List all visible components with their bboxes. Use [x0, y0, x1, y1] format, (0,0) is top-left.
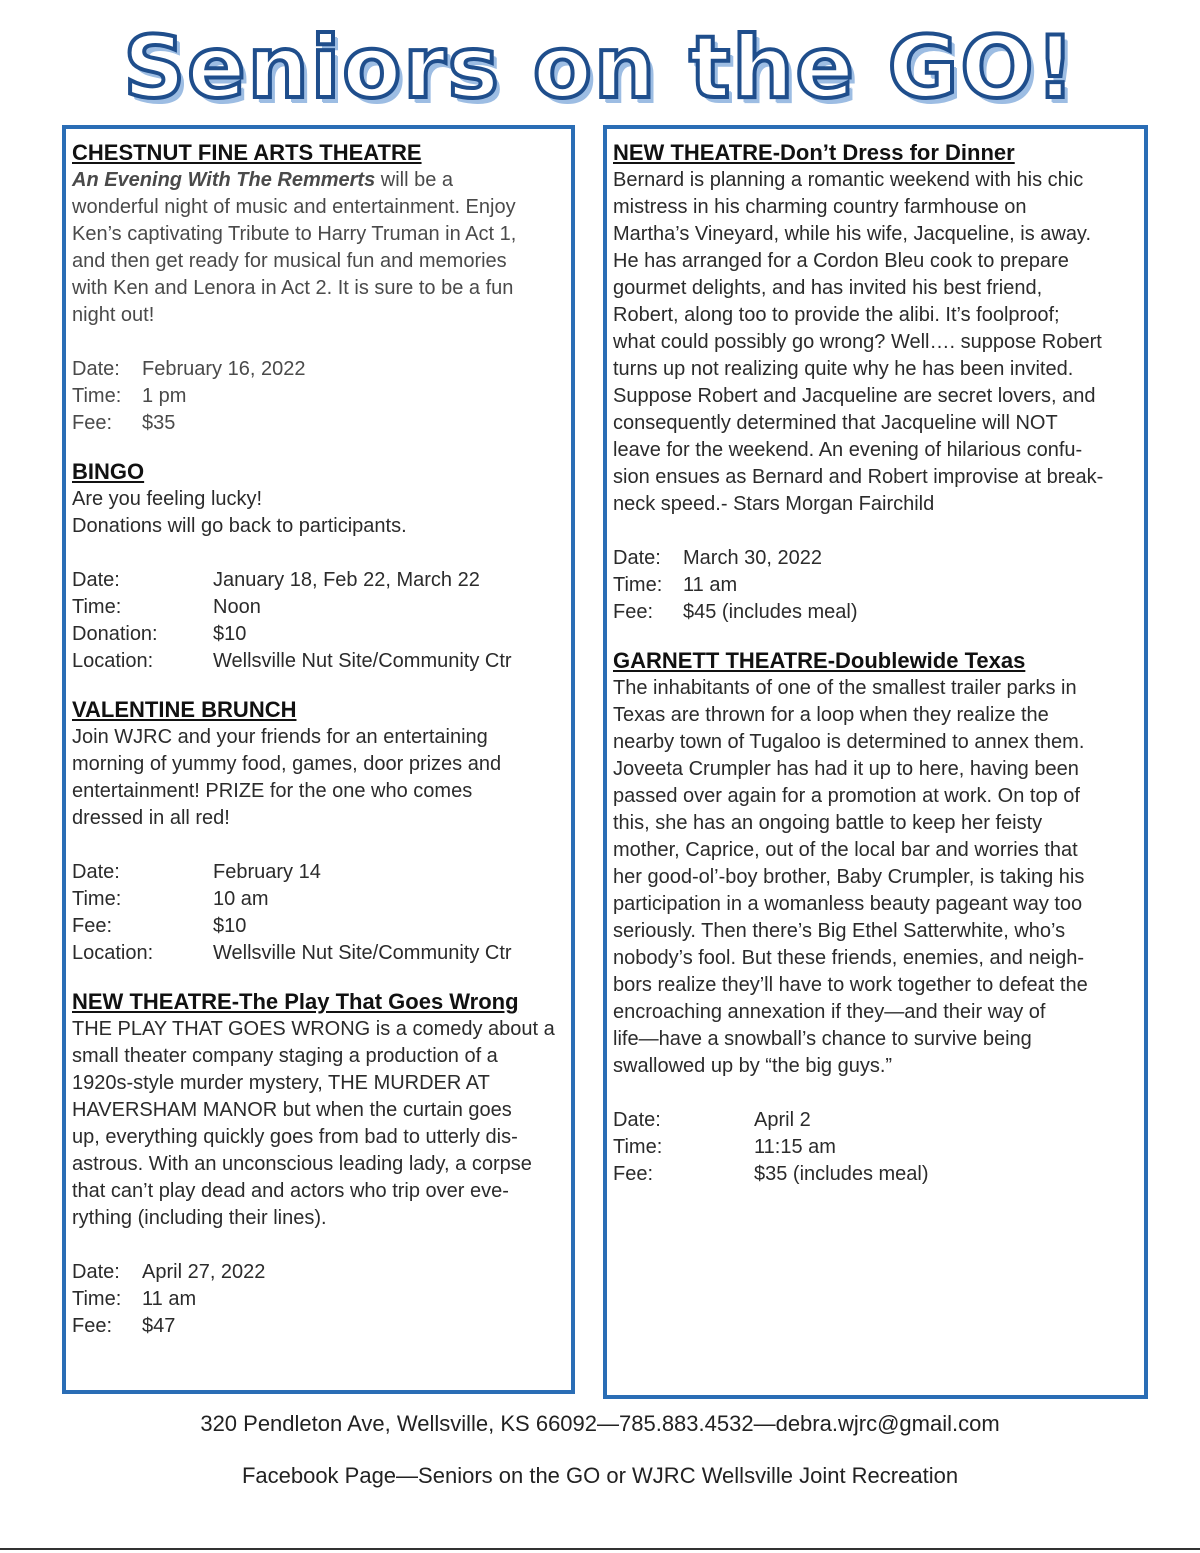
description-line: Martha’s Vineyard, while his wife, Jacqueline, is away.	[613, 223, 1092, 245]
detail-row-fee: Fee: $47	[72, 1315, 176, 1337]
description-line: mistress in his charming country farmhouse on	[613, 196, 1027, 218]
description-line: swallowed up by “the big guys.”	[613, 1055, 893, 1077]
left-column-box	[62, 125, 575, 1394]
description-line: Texas are thrown for a loop when they realize the	[613, 704, 1049, 726]
description-line: 1920s-style murder mystery, THE MURDER AT	[72, 1072, 490, 1094]
bingo-section	[72, 458, 565, 675]
detail-row-date: Date: April 27, 2022	[72, 1261, 266, 1283]
description-line: Ken’s captivating Tribute to Harry Truman in Act 1,	[72, 223, 517, 245]
detail-row-fee: Fee: $35	[72, 412, 176, 434]
detail-row-time: Time: 11:15 am	[613, 1136, 836, 1158]
description-line: rything (including their lines).	[72, 1207, 327, 1229]
detail-row-fee: Fee: $45 (includes meal)	[613, 601, 858, 623]
bottom-divider	[0, 1548, 1200, 1550]
description-line: sion ensues as Bernard and Robert improvise at break-	[613, 466, 1104, 488]
description-line: dressed in all red!	[72, 807, 230, 829]
section-heading: NEW THEATRE-Don’t Dress for Dinner	[613, 140, 1015, 165]
chestnut-section	[72, 139, 565, 437]
event-title-italic: An Evening With The Remmerts	[72, 169, 376, 191]
description-line: The inhabitants of one of the smallest trailer parks in	[613, 677, 1077, 699]
description-line: Suppose Robert and Jacqueline are secret lovers, and	[613, 385, 1096, 407]
description-line: Are you feeling lucky!	[72, 488, 263, 510]
description-line: HAVERSHAM MANOR but when the curtain goes	[72, 1099, 512, 1121]
detail-row-location: Location: Wellsville Nut Site/Community Ctr	[72, 650, 512, 672]
description-line: participation in a womanless beauty pageant way too	[613, 893, 1083, 915]
description-line: astrous. With an unconscious leading lady, a corpse	[72, 1153, 532, 1175]
detail-row-time: Time: 11 am	[72, 1288, 197, 1310]
description-line: wonderful night of music and entertainment. Enjoy	[72, 196, 516, 218]
description-line: her good-ol’-boy brother, Baby Crumpler, is taking his	[613, 866, 1085, 888]
play-wrong-section	[72, 988, 565, 1340]
detail-row-date: Date: April 2	[613, 1109, 811, 1131]
detail-row-fee: Fee: $10	[72, 915, 247, 937]
detail-row-time: Time: Noon	[72, 596, 261, 618]
description-line: Join WJRC and your friends for an entertaining	[72, 726, 488, 748]
section-heading: BINGO	[72, 459, 145, 484]
description-line: mother, Caprice, out of the local bar and worries that	[613, 839, 1078, 861]
description-line: with Ken and Lenora in Act 2. It is sure to be a fun	[72, 277, 514, 299]
garnett-section	[613, 647, 1138, 1188]
description-line: that can’t play dead and actors who trip over eve-	[72, 1180, 509, 1202]
description-line: life—have a snowball’s chance to survive being	[613, 1028, 1032, 1050]
description-line: Donations will go back to participants.	[72, 515, 407, 537]
detail-row-date: Date: February 16, 2022	[72, 358, 306, 380]
description-line: An Evening With The Remmerts will be a	[72, 169, 454, 191]
detail-row-time: Time: 11 am	[613, 574, 738, 596]
description-line: turns up not realizing quite why he has been invited.	[613, 358, 1074, 380]
contact-footer: 320 Pendleton Ave, Wellsville, KS 66092—785.883.4532—debra.wjrc@gmail.com	[200, 1411, 1000, 1436]
detail-row-time: Time: 1 pm	[72, 385, 187, 407]
description-line: neck speed.- Stars Morgan Fairchild	[613, 493, 935, 515]
facebook-footer: Facebook Page—Seniors on the GO or WJRC Wellsville Joint Recreation	[241, 1463, 959, 1488]
description-line: He has arranged for a Cordon Bleu cook to prepare	[613, 250, 1069, 272]
description-line: this, she has an ongoing battle to keep her feisty	[613, 812, 1043, 834]
detail-row-date: Date: March 30, 2022	[613, 547, 822, 569]
detail-row-time: Time: 10 am	[72, 888, 269, 910]
description-line: seriously. Then there’s Big Ethel Satterwhite, who’s	[613, 920, 1066, 942]
detail-row-location: Location: Wellsville Nut Site/Community Ctr	[72, 942, 512, 964]
description-line: entertainment! PRIZE for the one who comes	[72, 780, 473, 802]
detail-row-donation: Donation: $10	[72, 623, 247, 645]
section-heading: NEW THEATRE-The Play That Goes Wrong	[72, 989, 519, 1014]
description-line: up, everything quickly goes from bad to utterly dis-	[72, 1126, 518, 1148]
detail-row-date: Date: February 14	[72, 861, 321, 883]
description-line: morning of yummy food, games, door prizes and	[72, 753, 502, 775]
description-line: Bernard is planning a romantic weekend with his chic	[613, 169, 1084, 191]
banner-title: Seniors on the GO!	[123, 18, 1077, 118]
section-heading: VALENTINE BRUNCH	[72, 697, 297, 722]
description-line: Robert, along too to provide the alibi. It’s foolproof;	[613, 304, 1060, 326]
description-line: what could possibly go wrong? Well…. suppose Robert	[613, 331, 1102, 353]
description-line: nearby town of Tugaloo is determined to annex them.	[613, 731, 1085, 753]
description-line: nobody’s fool. But these friends, enemies, and neigh-	[613, 947, 1085, 969]
description-line: small theater company staging a production of a	[72, 1045, 498, 1067]
description-line: encroaching annexation if they—and their way of	[613, 1001, 1046, 1023]
description-line: leave for the weekend. An evening of hilarious confu-	[613, 439, 1083, 461]
detail-row-fee: Fee: $35 (includes meal)	[613, 1163, 929, 1185]
description-line: bors realize they’ll have to work together to defeat the	[613, 974, 1088, 996]
dinner-section	[613, 139, 1138, 626]
description-line: and then get ready for musical fun and memories	[72, 250, 507, 272]
description-line: Joveeta Crumpler has had it up to here, having been	[613, 758, 1079, 780]
description-line: gourmet delights, and has invited his best friend,	[613, 277, 1043, 299]
description-line: night out!	[72, 304, 155, 326]
description-line: consequently determined that Jacqueline will NOT	[613, 412, 1058, 434]
right-column-box	[603, 125, 1148, 1399]
description-line: THE PLAY THAT GOES WRONG is a comedy about a	[72, 1018, 555, 1040]
description-line: passed over again for a promotion at work. On top of	[613, 785, 1080, 807]
valentine-section	[72, 696, 565, 967]
detail-row-date: Date: January 18, Feb 22, March 22	[72, 569, 480, 591]
section-heading: CHESTNUT FINE ARTS THEATRE	[72, 140, 422, 165]
section-heading: GARNETT THEATRE-Doublewide Texas	[613, 648, 1026, 673]
